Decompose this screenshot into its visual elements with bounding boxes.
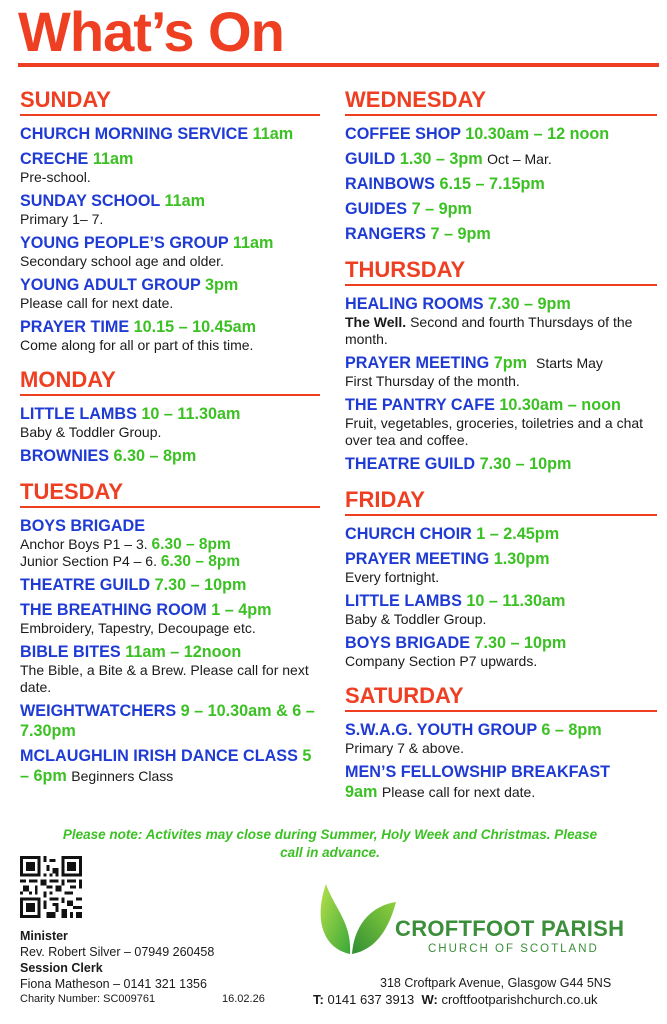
event-item — [20, 149, 320, 186]
day-divider — [20, 114, 320, 116]
event-description: Pre-school. — [20, 169, 91, 185]
event-time: 1 – 2.45pm — [476, 525, 560, 543]
day-heading: FRIDAY — [345, 487, 425, 512]
event-name: PRAYER MEETING — [345, 354, 490, 372]
event-time: 1.30 – 3pm — [399, 150, 483, 168]
event-time: 10.15 – 10.45am — [133, 318, 257, 336]
event-note: Please call for next date. — [381, 784, 536, 800]
event-name: THEATRE GUILD — [345, 455, 476, 473]
closure-note: Please note: Activites may close during Summer, Holy Week and Christmas. Please call in advance. — [62, 827, 598, 860]
event-name: CRECHE — [20, 150, 89, 168]
event-item — [345, 124, 657, 144]
event-description: Secondary school age and older. — [20, 253, 224, 269]
event-description: Company Section P7 upwards. — [345, 653, 538, 669]
church-website[interactable]: croftfootparishchurch.co.uk — [441, 992, 598, 1007]
event-name: MEN’S FELLOWSHIP BREAKFAST — [345, 763, 611, 781]
event-name: YOUNG PEOPLE’S GROUP — [20, 234, 229, 252]
event-description: Every fortnight. — [345, 569, 440, 585]
event-time: 7 – 9pm — [411, 200, 472, 218]
event-description: Primary 1– 7. — [20, 211, 104, 227]
day-saturday — [345, 684, 657, 802]
event-name: HEALING ROOMS — [345, 295, 484, 313]
church-subtitle: CHURCH OF SCOTLAND — [428, 943, 599, 955]
event-description: Fruit, vegetables, groceries, toiletries and a chat over tea and coffee. — [345, 415, 644, 448]
event-time: 11am — [164, 192, 206, 210]
event-name: GUIDES — [345, 200, 408, 218]
day-divider — [20, 394, 320, 396]
day-divider — [345, 114, 657, 116]
event-time: 10.30am – noon — [499, 396, 621, 414]
day-wednesday — [345, 88, 657, 244]
event-item — [345, 224, 657, 244]
session-clerk-label: Session Clerk — [20, 961, 103, 975]
event-item — [345, 720, 657, 757]
day-heading: SATURDAY — [345, 683, 464, 708]
event-item — [20, 642, 320, 696]
event-subitem: Junior Section P4 – 6. 6.30 – 8pm — [20, 553, 241, 570]
day-divider — [345, 514, 657, 516]
day-friday — [345, 488, 657, 670]
event-item — [20, 191, 320, 228]
church-phone: 0141 637 3913 — [327, 992, 415, 1007]
event-name: CHURCH MORNING SERVICE — [20, 125, 249, 143]
event-name: WEIGHTWATCHERS — [20, 702, 177, 720]
title-divider — [18, 63, 659, 67]
event-item — [20, 275, 320, 312]
event-time: 7pm — [493, 354, 528, 372]
event-item — [345, 454, 657, 474]
event-item — [20, 600, 320, 637]
event-name: BOYS BRIGADE — [20, 517, 146, 535]
event-description: The Bible, a Bite & a Brew. Please call for next date. — [20, 662, 309, 695]
event-name: GUILD — [345, 150, 396, 168]
event-item — [20, 701, 320, 741]
day-heading: WEDNESDAY — [345, 87, 486, 112]
day-divider — [345, 710, 657, 712]
event-name: THE PANTRY CAFE — [345, 396, 495, 414]
event-description: Baby & Toddler Group. — [345, 611, 487, 627]
event-name: LITTLE LAMBS — [20, 405, 137, 423]
event-time: 11am – 12noon — [125, 643, 242, 661]
event-time: 9am — [345, 783, 378, 801]
event-item — [345, 524, 657, 544]
event-time: 7.30 – 9pm — [488, 295, 571, 313]
page-title: What’s On — [18, 0, 284, 63]
event-item — [345, 633, 657, 670]
event-name: PRAYER MEETING — [345, 550, 490, 568]
day-divider — [345, 284, 657, 286]
event-item — [20, 404, 320, 441]
day-divider — [20, 506, 320, 508]
event-description: Baby & Toddler Group. — [20, 424, 162, 440]
qr-code-icon — [20, 856, 82, 918]
leaf-logo-icon — [312, 878, 396, 956]
event-name: S.W.A.G. YOUTH GROUP — [345, 721, 537, 739]
event-item — [20, 575, 320, 595]
church-name: CROFTFOOT PARISH — [395, 916, 625, 941]
event-name: SUNDAY SCHOOL — [20, 192, 161, 210]
event-time: 11am — [92, 150, 134, 168]
session-clerk-contact: Fiona Matheson – 0141 321 1356 — [20, 977, 207, 991]
charity-number: Charity Number: SC009761 — [20, 993, 156, 1005]
minister-contact: Rev. Robert Silver – 07949 260458 — [20, 945, 215, 959]
event-time: 10.30am – 12 noon — [465, 125, 610, 143]
event-time: 6.30 – 8pm — [113, 447, 197, 465]
event-item — [20, 317, 320, 354]
event-item — [20, 746, 320, 786]
event-time: 11am — [232, 234, 274, 252]
event-description: The Well. Second and fourth Thursdays of the month. — [345, 314, 633, 347]
event-name: THEATRE GUILD — [20, 576, 151, 594]
event-item — [345, 395, 657, 449]
church-address: 318 Croftpark Avenue, Glasgow G44 5NS — [380, 976, 612, 990]
event-description: Embroidery, Tapestry, Decoupage etc. — [20, 620, 256, 636]
day-monday — [20, 368, 320, 466]
right-column — [345, 88, 657, 816]
contacts-block — [20, 928, 214, 992]
event-time: 1.30pm — [493, 550, 550, 568]
event-name: BIBLE BITES — [20, 643, 121, 661]
event-name: YOUNG ADULT GROUP — [20, 276, 201, 294]
day-heading: TUESDAY — [20, 479, 124, 504]
event-item — [345, 149, 657, 169]
event-note: Beginners Class — [71, 768, 174, 784]
event-time: 5 – 6pm — [20, 747, 312, 785]
event-time: 6.30 – 8pm — [151, 536, 231, 553]
event-time: 7.30 – 10pm — [474, 634, 567, 652]
event-name: BROWNIES — [20, 447, 110, 465]
day-sunday — [20, 88, 320, 354]
event-item — [345, 549, 657, 586]
event-time: 3pm — [204, 276, 239, 294]
event-note: Oct – Mar. — [487, 151, 552, 167]
event-description: Come along for all or part of this time. — [20, 337, 254, 353]
event-name: PRAYER TIME — [20, 318, 130, 336]
event-name: MCLAUGHLIN IRISH DANCE CLASS — [20, 747, 298, 765]
event-name: COFFEE SHOP — [345, 125, 461, 143]
event-item — [345, 591, 657, 628]
event-item — [345, 294, 657, 348]
event-name: BOYS BRIGADE — [345, 634, 471, 652]
event-name: CHURCH CHOIR — [345, 525, 472, 543]
event-name: LITTLE LAMBS — [345, 592, 462, 610]
minister-label: Minister — [20, 929, 68, 943]
event-description: First Thursday of the month. — [345, 373, 520, 389]
event-time: 10 – 11.30am — [466, 592, 566, 610]
event-note: Starts May — [536, 355, 603, 371]
church-contact-line: T: 0141 637 3913 W: croftfootparishchurch.co.uk — [313, 992, 598, 1007]
left-column — [20, 88, 320, 800]
event-item — [345, 199, 657, 219]
event-time: 7.30 – 10pm — [479, 455, 572, 473]
event-item — [20, 446, 320, 466]
event-time: 11am — [252, 125, 294, 143]
event-name: RANGERS — [345, 225, 426, 243]
event-time: 6.30 – 8pm — [160, 553, 241, 570]
day-heading: MONDAY — [20, 367, 116, 392]
event-time: 6 – 8pm — [541, 721, 602, 739]
event-time: 1 – 4pm — [211, 601, 272, 619]
event-item — [20, 233, 320, 270]
day-heading: SUNDAY — [20, 87, 111, 112]
day-tuesday — [20, 480, 320, 786]
event-description: Please call for next date. — [20, 295, 174, 311]
event-time: 7.30 – 10pm — [154, 576, 247, 594]
event-item — [345, 762, 657, 802]
event-subitem: Anchor Boys P1 – 3. 6.30 – 8pm — [20, 536, 231, 553]
event-description: Primary 7 & above. — [345, 740, 465, 756]
event-item — [20, 516, 320, 570]
day-heading: THURSDAY — [345, 257, 466, 282]
event-time: 6.15 – 7.15pm — [439, 175, 545, 193]
event-item — [345, 174, 657, 194]
event-name: THE BREATHING ROOM — [20, 601, 207, 619]
event-time: 9 – 10.30am & 6 – 7.30pm — [20, 702, 315, 740]
event-name: RAINBOWS — [345, 175, 435, 193]
event-item — [20, 124, 320, 144]
event-item — [345, 353, 657, 390]
day-thursday — [345, 258, 657, 474]
event-time: 10 – 11.30am — [141, 405, 241, 423]
issue-date: 16.02.26 — [222, 993, 265, 1005]
event-time: 7 – 9pm — [430, 225, 491, 243]
